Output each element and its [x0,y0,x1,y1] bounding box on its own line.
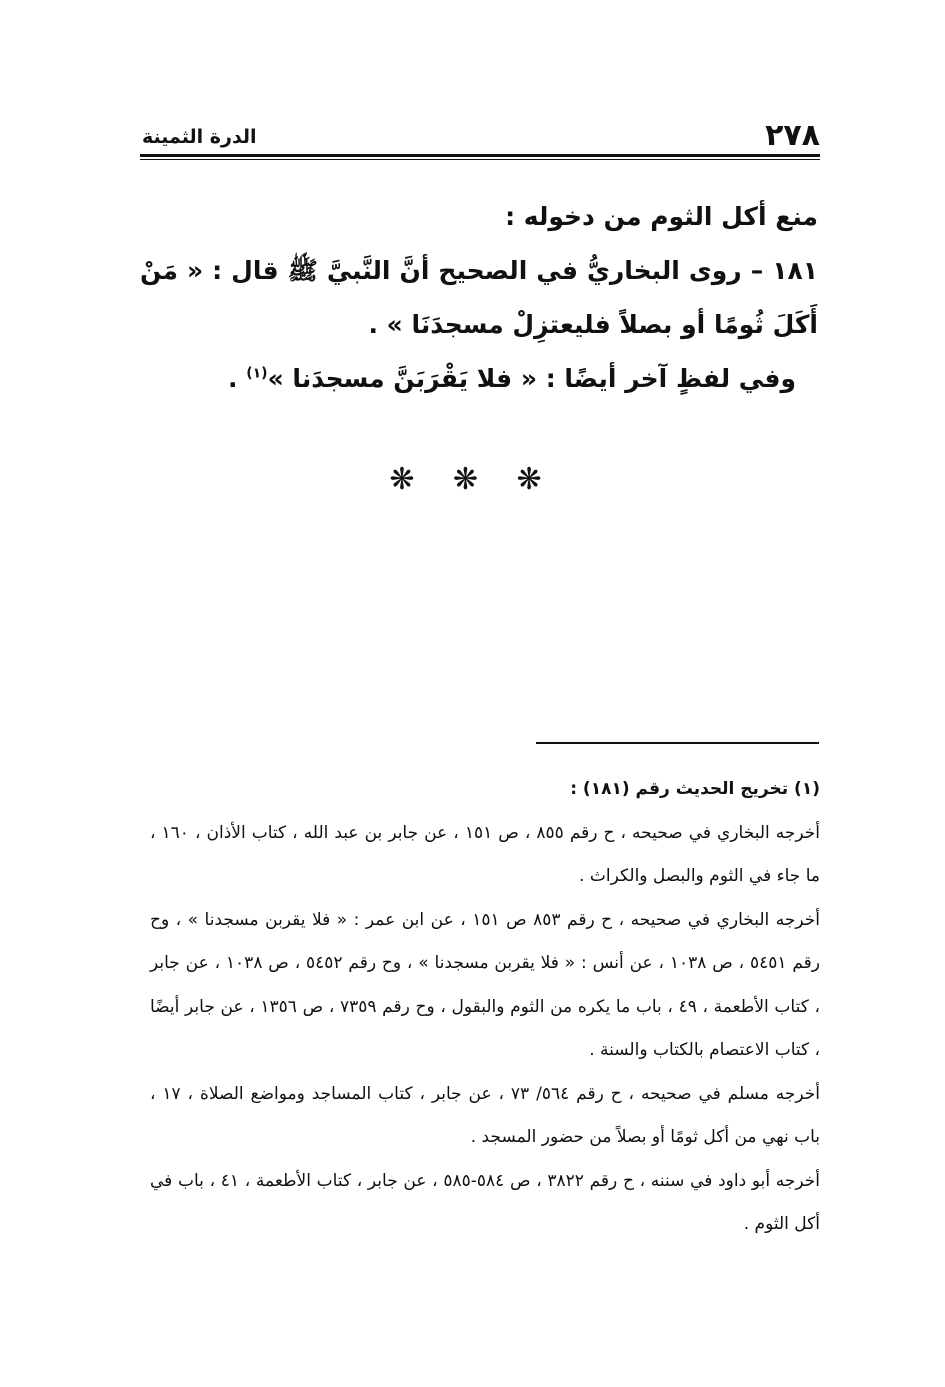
footnote-paragraph: أخرجه أبو داود في سننه ، ح رقم ٣٨٢٢ ، ص ٥٨٤-٥٨٥ ، عن جابر ، كتاب الأطعمة ، ٤١ ، باب في أكل الثوم . [150,1170,820,1234]
footnote-paragraph: أخرجه البخاري في صحيحه ، ح رقم ٨٥٥ ، ص ١٥١ ، عن جابر بن عبد الله ، كتاب الأذان ، ١٦٠ ، ما جاء في الثوم والبصل والكراث . [150,822,821,886]
book-title: الدرة الثمينة [142,126,257,148]
section-heading: منع أكل الثوم من دخوله : [505,202,818,231]
running-header [140,118,820,158]
footnote-paragraph: أخرجه مسلم في صحيحه ، ح رقم ٥٦٤/ ٧٣ ، عن جابر ، كتاب المساجد ومواضع الصلاة ، ١٧ ، باب نهي من أكل ثومًا أو بصلاً من حضور المسجد . [150,1083,821,1147]
footnote-heading: (١) تخريج الحديث رقم (١٨١) : [570,779,820,799]
other-wording-paragraph [140,352,818,406]
footnote-paragraph: أخرجه البخاري في صحيحه ، ح رقم ٨٥٣ ص ١٥١ ، عن ابن عمر : « فلا يقربن مسجدنا » ، وح رقم ٥٤٥١ ، ص ١٠٣٨ ، عن أنس : « فلا يقربن مسجدنا » ، وح رقم ٥٤٥٢ ، ص ١٠٣٨ ، عن جابر ، كتاب الأطعمة ، ٤٩ ، باب ما يكره من الثوم والبقول ، وح رقم ٧٣٥٩ ، ص ١٣٥٦ ، عن جابر أيضًا ، كتاب الاعتصام بالكتاب والسنة . [150,909,820,1060]
other-wording-text: وفي لفظٍ آخر أيضًا : « فلا يَقْرَبَنَّ مسجدَنا » [267,364,796,393]
footnote-reference: (١) [246,365,268,382]
header-rule-thin [140,159,820,160]
page-number: ٢٧٨ [765,118,820,153]
section-separator: ❋ ❋ ❋ [389,462,556,497]
hadith-paragraph: ١٨١ – روى البخاريُّ في الصحيح أنَّ النَّبيَّ ﷺ قال : « مَنْ أَكَلَ ثُومًا أو بصلاً فليعتزِلْ مسجدَنَا » . [140,256,818,339]
other-wording-end: . [228,364,247,393]
main-text [140,190,818,406]
footnote-rule [536,742,819,744]
header-rule-thick [140,154,820,157]
footnotes [150,768,820,1247]
